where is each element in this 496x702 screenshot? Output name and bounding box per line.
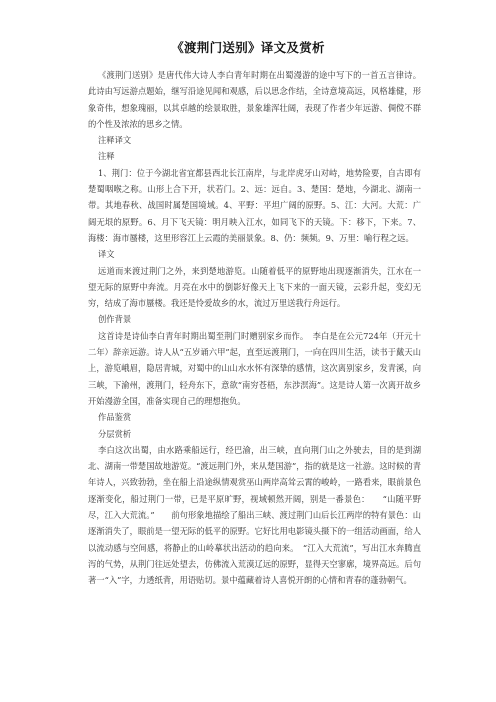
paragraph-notes: 1、荆门：位于今湖北省宜都县西北长江南岸，与北岸虎牙山对峙，地势险要，自古即有楚蜀咽喉之称。山形上合下开，状若门。2、远：远自。3、楚国：楚地，今湖北、湖南一带。其地春秋、战国时属楚国境域。4、平野：平坦广阔的原野。5、江：大河。大荒：广阔无垠的原野。6、月下飞天镜：明月映入江水，如同飞下的天镜。下：移下，下来。7、海楼：海市蜃楼，这里形容江上云霞的美丽景象。8、仍：频频。9、万里：喻行程之远。 <box>88 167 421 243</box>
heading-appreciation: 作品鉴赏 <box>98 412 132 423</box>
document-body <box>88 67 421 589</box>
document-title: 《渡荆门送别》译文及赏析 <box>171 40 325 55</box>
heading-translation: 译文 <box>98 249 115 260</box>
heading-layered-analysis: 分层赏析 <box>98 428 132 439</box>
paragraph-translation: 远道而来渡过荆门之外，来到楚地游览。山随着低平的原野地出现逐渐消失，江水在一望无际的原野中奔流。月亮在水中的倒影好像天上飞下来的一面天镜，云彩升起，变幻无穷，结成了海市蜃楼。我还是怜爱故乡的水，流过万里送我行舟远行。 <box>88 265 421 309</box>
paragraph-intro: 《渡荆门送别》是唐代伟大诗人李白青年时期在出蜀漫游的途中写下的一首五言律诗。此诗由写远游点题始，继写沿途见闻和观感，后以思念作结，全诗意境高远，风格雄健，形象奇伟，想象瑰丽，以其卓越的绘景取胜，景象雄浑壮阔，表现了作者少年远游、倜傥不群的个性及浓浓的思乡之情。 <box>88 70 421 129</box>
heading-background: 创作背景 <box>98 314 132 325</box>
heading-notes-translation: 注释译文 <box>98 135 132 146</box>
heading-notes: 注释 <box>98 151 115 162</box>
paragraph-background: 这首诗是诗仙李白青年时期出蜀至荆门时赠别家乡而作。 李白是在公元724年（开元十二年）辞亲远游。诗人从“五岁诵六甲”起，直至远渡荆门，一向在四川生活，读书于戴天山上，游览峨眉，隐居青城，对蜀中的山山水水怀有深挚的感情，这次离别家乡，发青溪，向三峡，下渝州，渡荆门，轻舟东下，意欲“南穷苍梧，东涉溟海”。这是诗人第一次离开故乡开始漫游全国，准备实现自己的理想抱负。 <box>88 330 421 406</box>
paragraph-analysis: 李白这次出蜀，由水路乘船远行，经巴渝，出三峡，直向荆门山之外驶去，目的是到湖北、湖南一带楚国故地游览。“渡远荆门外，来从楚国游”，指的就是这一社游。这时候的青年诗人，兴致勃勃，坐在船上沿途纵情观赏巫山两岸高耸云霄的峻岭，一路看来，眼前景色逐渐变化，船过荆门一带，已是平原旷野，视域顿然开阔，别是一番景色： “山随平野尽，江入大荒流。” 前句形象地描绘了船出三峡、渡过荆门山后长江两岸的特有景色：山逐渐消失了，眼前是一望无际的低平的原野。它好比用电影镜头摄下的一组活动画面，给人以流动感与空间感，将静止的山岭摹状出活动的趋向来。 “江入大荒流”，写出江水奔腾直泻的气势，从荆门往远处望去，仿佛流入荒漠辽远的原野，显得天空寥廓，境界高远。后句著一“入”字，力透纸背，用语贴切。景中蕴藏着诗人喜悦开朗的心情和青春的蓬勃朝气。 <box>88 444 421 586</box>
